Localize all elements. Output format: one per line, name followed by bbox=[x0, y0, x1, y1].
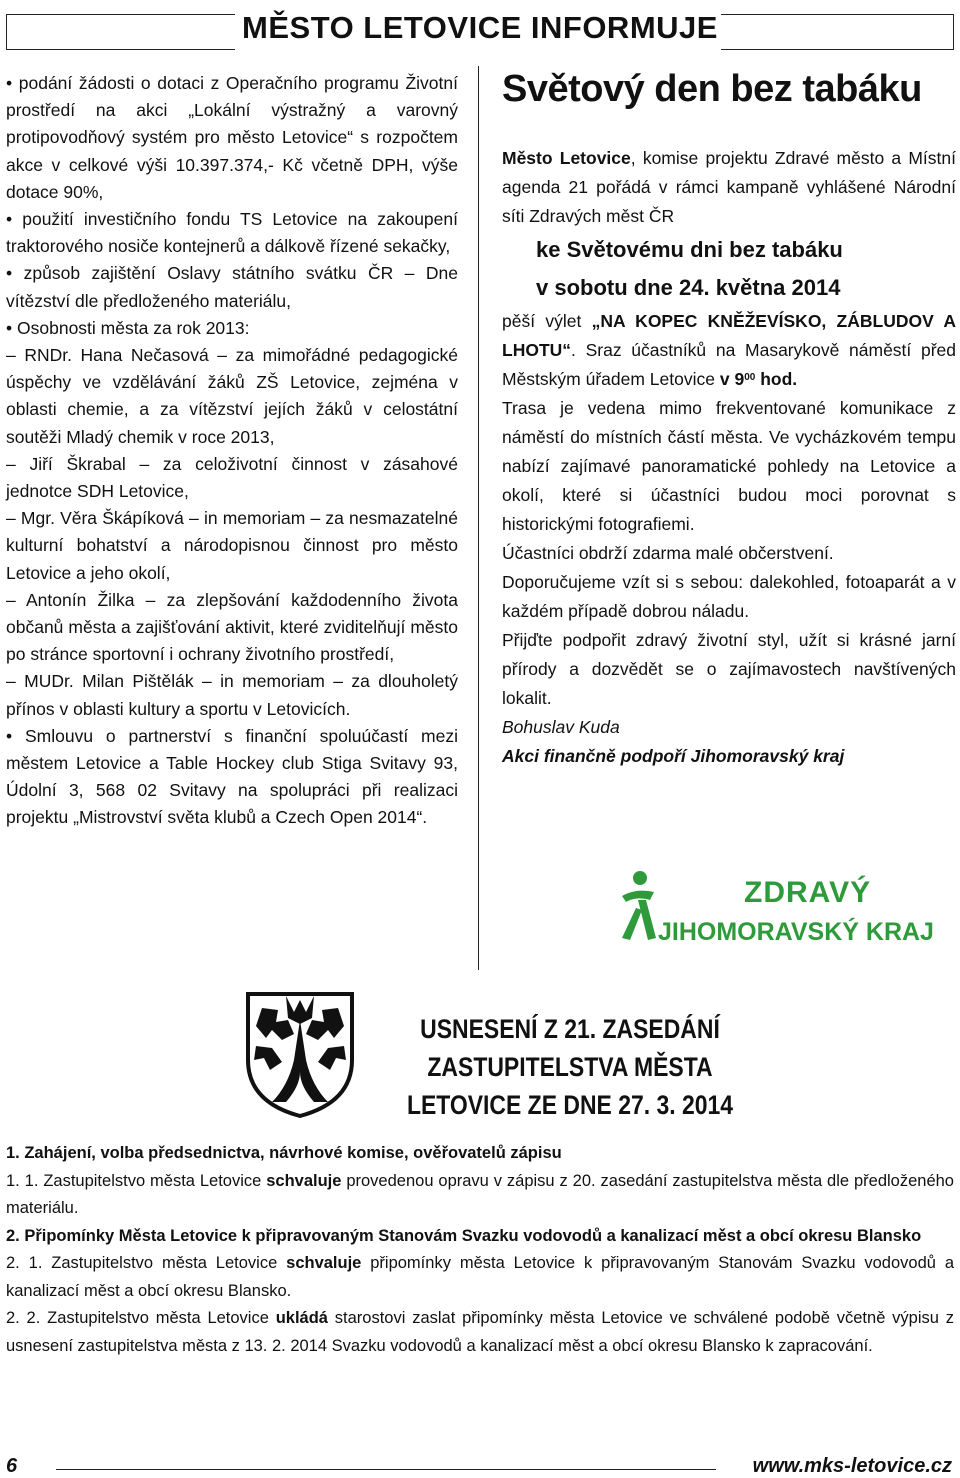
zdravy-jihomoravsky-kraj-logo bbox=[616, 868, 934, 952]
page-title: MĚSTO LETOVICE INFORMUJE bbox=[242, 10, 718, 45]
dash-item: – MUDr. Milan Pištělák – in memoriam – za dlouholetý přínos v oblasti kultury a sportu v Letovicích. bbox=[6, 671, 458, 719]
route-paragraph: Trasa je vedena mimo frekventované komunikace z náměstí do místních částí města. Ve vycházkovém tempu nabízí zajímavé panoramatické pohledy na Letovice a okolí, které si účastníci budou moci porovnat s historickými fotografiemi. bbox=[502, 398, 956, 534]
bullet-item: • Osobnosti města za rok 2013: bbox=[6, 317, 250, 338]
town-emblem-icon bbox=[242, 990, 358, 1118]
right-column bbox=[502, 64, 956, 771]
resolution-heading: USNESENÍ Z 21. ZASEDÁNÍ ZASTUPITELSTVA MĚSTA LETOVICE ZE DNE 27. 3. 2014 bbox=[406, 1014, 734, 1120]
dash-icon: – bbox=[6, 345, 16, 366]
dash-icon: – bbox=[6, 589, 16, 610]
logo-text-line2: JIHOMORAVSKÝ KRAJ bbox=[658, 918, 934, 946]
dash-icon: – bbox=[6, 453, 16, 474]
dash-item: – RNDr. Hana Nečasová – za mimořádné pedagogické úspěchy ve vzdělávání žáků ZŠ Letovice, zejména v oblasti chemie, a za vítězství jejích žáků v celostátní soutěži Mladý chemik v roce 2013, bbox=[6, 345, 458, 447]
bullet-icon: • bbox=[6, 317, 13, 338]
dash-item: – Jiří Škrabal – za celoživotní činnost v zásahové jednotce SDH Letovice, bbox=[6, 453, 458, 502]
header-bar bbox=[0, 0, 960, 56]
event-date: v sobotu dne 24. května 2014 bbox=[536, 275, 841, 300]
website-link[interactable]: www.mks-letovice.cz bbox=[752, 1455, 952, 1477]
bullet-item: • použití investičního fondu TS Letovice na zakoupení traktorového nosiče kontejnerů a dálkově řízené sekačky, bbox=[6, 209, 458, 257]
article-title: Světový den bez tabáku bbox=[502, 68, 922, 110]
recommend-paragraph: Doporučujeme vzít si s sebou: dalekohled, fotoaparát a v každém případě dobrou náladu. bbox=[502, 572, 956, 621]
bullet-icon: • bbox=[6, 73, 13, 93]
resolution-heading-1: 1. Zahájení, volba předsednictva, návrhové komise, ověřovatelů zápisu bbox=[6, 1144, 562, 1162]
intro-paragraph: Město Letovice, komise projektu Zdravé město a Místní agenda 21 pořádá v rámci kampaně vyhlášené Národní síti Zdravých měst ČR bbox=[502, 148, 956, 226]
dash-icon: – bbox=[6, 671, 16, 692]
logo-figure-icon bbox=[622, 871, 656, 940]
trip-paragraph: pěší výlet „NA KOPEC KNĚŽEVÍSKO, ZÁBLUDOV A LHOTU“. Sraz účastníků na Masarykově náměstí před Městským úřadem Letovice v $9^{00}$ hod. bbox=[502, 311, 956, 389]
sponsor-note: Akci finančně podpoří Jihomoravský kraj bbox=[502, 746, 845, 766]
bullet-icon: • bbox=[6, 263, 13, 284]
dash-item: – Antonín Žilka – za zlepšování každodenního života občanů města a zajišťování aktivit, které zviditelňují město po stránce sportovní i ochrany životního prostředí, bbox=[6, 589, 458, 665]
resolution-item: 2. 1. Zastupitelstvo města Letovice schvaluje připomínky města Letovice k připravovaným Stanovám Svazku vodovodů a kanalizací měst a obcí okresu Blansko. bbox=[6, 1254, 954, 1300]
invite-paragraph: Přijďte podpořit zdravý životní styl, užít si krásné jarní přírody a dozvědět se o zajímavostech navštívených lokalit. bbox=[502, 630, 956, 708]
dash-icon: – bbox=[6, 508, 16, 529]
bullet-icon: • bbox=[6, 209, 13, 230]
page-number: 6 bbox=[6, 1455, 18, 1477]
bullet-item: • Smlouvu o partnerství s finanční spoluúčastí mezi městem Letovice a Table Hockey club Stiga Svitavy 93, Údolní 3, 568 02 Svitavy na spolupráci při realizaci projektu „Mistrovství světa klubů a Czech Open 2014“. bbox=[6, 725, 458, 828]
left-column bbox=[6, 70, 458, 832]
page-footer bbox=[0, 1455, 960, 1477]
dash-item: – Mgr. Věra Škápíková – in memoriam – za nesmazatelné kulturní bohatství a národopisnou činnost pro město Letovice a jeho okolí, bbox=[6, 508, 458, 583]
resolution-item: 1. 1. Zastupitelstvo města Letovice schvaluje provedenou opravu v zápisu z 20. zasedání zastupitelstva města dle předloženého materiálu. bbox=[6, 1171, 954, 1217]
footer-rule bbox=[56, 1469, 716, 1470]
signature: Bohuslav Kuda bbox=[502, 717, 620, 737]
event-name: ke Světovému dni bez tabáku bbox=[536, 237, 843, 262]
resolution-heading-2: 2. Připomínky Města Letovice k připravovaným Stanovám Svazku vodovodů a kanalizací měst a obcí okresu Blansko bbox=[6, 1226, 922, 1245]
bullet-item: • podání žádosti o dotaci z Operačního programu Životní prostředí na akci „Lokální výstražný a varovný protipovodňový systém pro město Letovice“ s rozpočtem akce v celkové výši 10.397.374,- Kč včetně DPH, výše dotace 90%, bbox=[6, 73, 458, 202]
resolution-item: 2. 2. Zastupitelstvo města Letovice ukládá starostovi zaslat připomínky města Letovice ve schválené podobě včetně výpisu z usnesení zastupitelstva města z 13. 2. 2014 Svazku vodovodů a kanalizací měst a obcí okresu Blansko k zapracování. bbox=[6, 1309, 954, 1355]
meeting-time: v $9^{00}$ hod. bbox=[719, 369, 798, 389]
bullet-icon: • bbox=[6, 725, 13, 746]
bullet-item: • způsob zajištění Oslavy státního svátku ČR – Dne vítězství dle předloženého materiálu, bbox=[6, 263, 458, 311]
column-divider bbox=[478, 66, 479, 970]
logo-text-line1: ZDRAVÝ bbox=[744, 876, 872, 909]
refresh-paragraph: Účastníci obdrží zdarma malé občerstvení. bbox=[502, 543, 834, 563]
resolutions-section bbox=[6, 1140, 954, 1360]
